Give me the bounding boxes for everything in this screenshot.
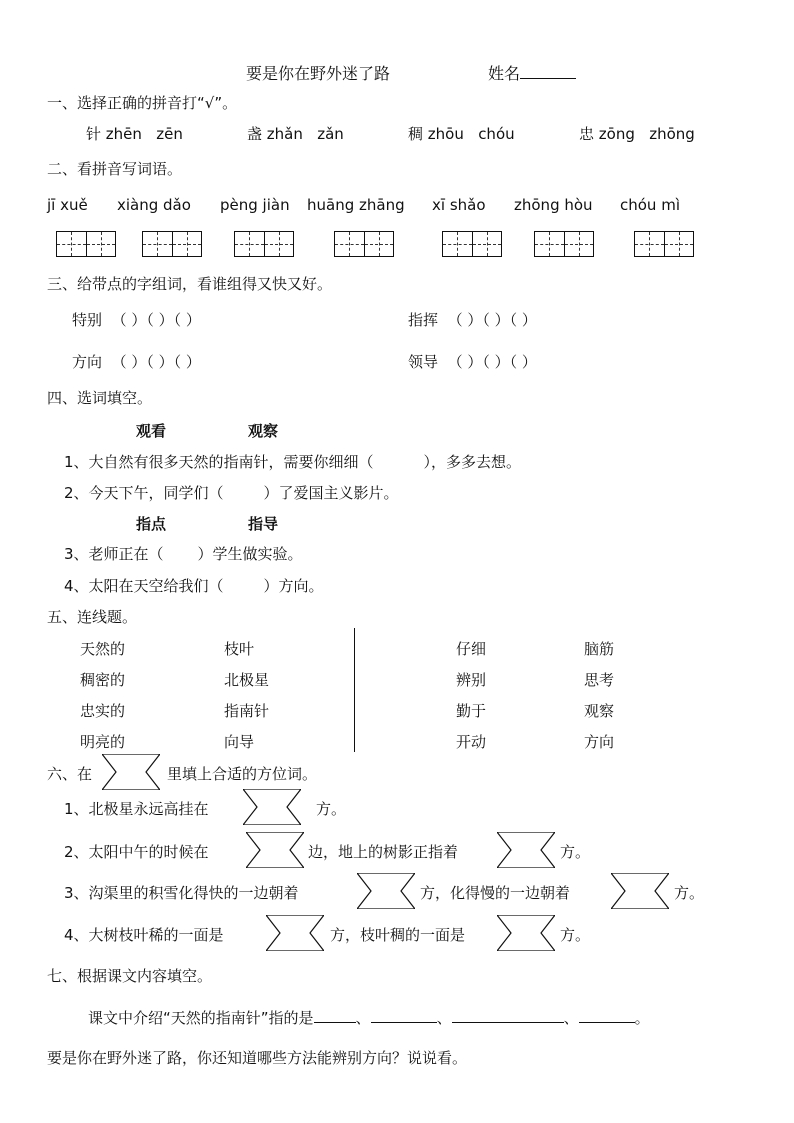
page-title: 要是你在野外迷了路 xyxy=(246,64,391,83)
s5-left-b-4[interactable]: 向导 xyxy=(224,733,255,751)
s2-pinyin-1: jī xuě xyxy=(47,196,88,214)
star-box-q3b[interactable] xyxy=(611,873,669,909)
s6-question-4a: 4、大树枝叶稀的一面是 xyxy=(64,926,224,944)
s1-item-3[interactable]: 稠 zhōu chóu xyxy=(408,125,515,143)
s5-right-a-2[interactable]: 辨别 xyxy=(456,671,487,689)
s6-question-2c: 方。 xyxy=(560,843,591,861)
divider-line xyxy=(354,628,355,752)
s7-final-question: 要是你在野外迷了路，你还知道哪些方法能辨别方向？说说看。 xyxy=(47,1049,468,1067)
s5-left-a-2[interactable]: 稠密的 xyxy=(80,671,126,689)
s5-right-b-2[interactable]: 思考 xyxy=(584,671,615,689)
s5-left-b-3[interactable]: 指南针 xyxy=(224,702,270,720)
writing-grid-7[interactable] xyxy=(634,231,694,257)
writing-grid-6[interactable] xyxy=(534,231,594,257)
s2-pinyin-4: huāng zhāng xyxy=(307,196,405,214)
s4-option-guancha: 观察 xyxy=(248,422,279,440)
s6-question-1b: 方。 xyxy=(316,800,347,818)
s5-right-b-4[interactable]: 方向 xyxy=(584,733,615,751)
s7-blank-1[interactable] xyxy=(314,1008,356,1023)
section-5-heading: 五、连线题。 xyxy=(47,608,138,626)
star-box-q3a[interactable] xyxy=(357,873,415,909)
s7-blank-2[interactable] xyxy=(371,1008,437,1023)
s4-question-1: 1、大自然有很多天然的指南针，需要你细细（ ），多多去想。 xyxy=(64,453,522,471)
writing-grid-1[interactable] xyxy=(56,231,116,257)
s5-right-a-4[interactable]: 开动 xyxy=(456,733,487,751)
s1-item-4[interactable]: 忠 zōng zhōng xyxy=(579,125,695,143)
s5-left-a-1[interactable]: 天然的 xyxy=(80,640,126,658)
s6-question-4b: 方，枝叶稠的一面是 xyxy=(330,926,466,944)
s3-word-fangxiang: 方向 （ ）（ ）（ ） xyxy=(72,353,201,371)
s6-question-2a: 2、太阳中午的时候在 xyxy=(64,843,209,861)
s3-word-tebie: 特别 （ ）（ ）（ ） xyxy=(72,311,201,329)
s5-left-b-2[interactable]: 北极星 xyxy=(224,671,270,689)
s5-left-a-4[interactable]: 明亮的 xyxy=(80,733,126,751)
s6-question-3b: 方，化得慢的一边朝着 xyxy=(420,884,571,902)
s6-question-1a: 1、北极星永远高挂在 xyxy=(64,800,209,818)
s4-question-2: 2、今天下午，同学们（ ）了爱国主义影片。 xyxy=(64,484,399,502)
s7-blank-3[interactable] xyxy=(452,1008,564,1023)
s6-question-3a: 3、沟渠里的积雪化得快的一边朝着 xyxy=(64,884,299,902)
s2-pinyin-2: xiàng dǎo xyxy=(117,196,191,214)
s5-right-a-1[interactable]: 仔细 xyxy=(456,640,487,658)
section-2-heading: 二、看拼音写词语。 xyxy=(47,160,183,178)
s1-item-2[interactable]: 盏 zhǎn zǎn xyxy=(247,125,344,143)
name-label: 姓名 xyxy=(488,61,576,84)
s2-pinyin-7: chóu mì xyxy=(620,196,680,214)
section-1-heading: 一、选择正确的拼音打“√”。 xyxy=(47,94,238,112)
s1-item-1[interactable]: 针 zhēn zēn xyxy=(86,125,183,143)
s6-question-3c: 方。 xyxy=(674,884,705,902)
writing-grid-3[interactable] xyxy=(234,231,294,257)
s5-left-b-1[interactable]: 枝叶 xyxy=(224,640,255,658)
s5-right-b-3[interactable]: 观察 xyxy=(584,702,615,720)
section-3-heading: 三、给带点的字组词，看谁组得又快又好。 xyxy=(47,275,333,293)
s7-fill-line: 课文中介绍“天然的指南针”指的是 、 、 、 。 xyxy=(88,1009,650,1027)
writing-grid-5[interactable] xyxy=(442,231,502,257)
writing-grid-2[interactable] xyxy=(142,231,202,257)
s4-option-zhidian: 指点 xyxy=(136,515,167,533)
name-blank[interactable] xyxy=(520,64,576,79)
s4-question-3: 3、老师正在（ ）学生做实验。 xyxy=(64,545,303,563)
s7-blank-4[interactable] xyxy=(579,1008,635,1023)
section-4-heading: 四、选词填空。 xyxy=(47,389,153,407)
star-box-icon xyxy=(102,754,160,790)
s5-left-a-3[interactable]: 忠实的 xyxy=(80,702,126,720)
star-box-q4b[interactable] xyxy=(497,915,555,951)
s4-option-zhidao: 指导 xyxy=(248,515,279,533)
writing-grid-4[interactable] xyxy=(334,231,394,257)
s3-word-lingdao: 领导 （ ）（ ）（ ） xyxy=(408,353,537,371)
s2-pinyin-6: zhōng hòu xyxy=(514,196,593,214)
star-box-q2a[interactable] xyxy=(246,832,304,868)
section-6-heading-a: 六、在 xyxy=(47,765,93,783)
s3-word-zhihui: 指挥 （ ）（ ）（ ） xyxy=(408,311,537,329)
s4-option-guankan: 观看 xyxy=(136,422,167,440)
star-box-q1[interactable] xyxy=(243,789,301,825)
section-7-heading: 七、根据课文内容填空。 xyxy=(47,967,213,985)
s6-question-2b: 边，地上的树影正指着 xyxy=(308,843,459,861)
section-6-heading-b: 里填上合适的方位词。 xyxy=(167,765,318,783)
s5-right-a-3[interactable]: 勤于 xyxy=(456,702,487,720)
star-box-q2b[interactable] xyxy=(497,832,555,868)
s2-pinyin-5: xī shǎo xyxy=(432,196,486,214)
star-box-q4a[interactable] xyxy=(266,915,324,951)
s2-pinyin-3: pèng jiàn xyxy=(220,196,290,214)
s5-right-b-1[interactable]: 脑筋 xyxy=(584,640,615,658)
s4-question-4: 4、太阳在天空给我们（ ）方向。 xyxy=(64,577,324,595)
s6-question-4c: 方。 xyxy=(560,926,591,944)
